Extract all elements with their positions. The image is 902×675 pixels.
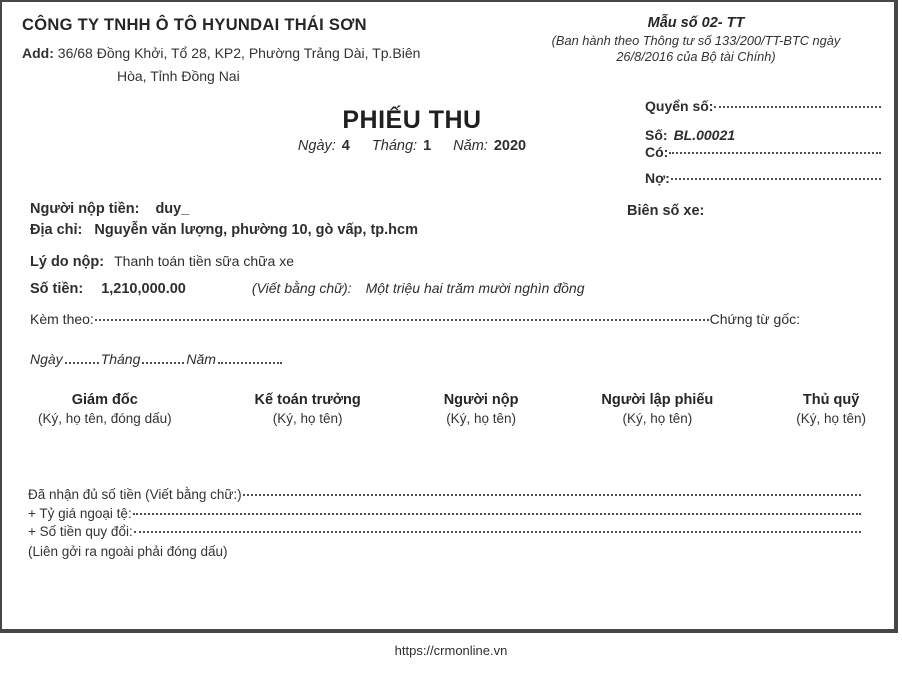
site-url-link[interactable]: https://crmonline.vn: [394, 643, 508, 658]
reason-value: Thanh toán tiền sữa chữa xe: [114, 253, 294, 269]
year-value: 2020: [493, 138, 527, 154]
company-address-line2: Hòa, Tỉnh Đồng Nai: [117, 68, 240, 84]
blank-day-word: Ngày: [30, 350, 63, 367]
address-label: Add:: [22, 45, 54, 61]
signature-note: (Ký, họ tên): [446, 411, 516, 426]
book-number-label: Quyển số:: [645, 98, 714, 114]
signature-note: (Ký, họ tên): [796, 411, 866, 426]
credit-row: [645, 144, 882, 160]
carbon-copy-note: (Liên gởi ra ngoài phải đóng dấu): [28, 543, 228, 559]
received-amount-label: Đã nhận đủ số tiền (Viết bằng chữ:): [28, 487, 242, 502]
attachment-label: Kèm theo:: [30, 311, 94, 327]
exchange-rate-label: + Tỷ giá ngoại tệ:: [28, 505, 132, 521]
debit-label: Nợ:: [645, 170, 670, 186]
exchange-rate-row: [28, 505, 862, 524]
blank-month-line: [142, 350, 184, 364]
company-address-line1: [22, 45, 492, 61]
form-issuance-line1: (Ban hành theo Thông tư số 133/200/TT-BTC ngày: [551, 33, 841, 48]
signature-title: Người nộp: [443, 392, 519, 408]
payer-row: [30, 201, 189, 217]
month-value: 1: [423, 138, 432, 154]
signature-title: Người lập phiếu: [601, 392, 714, 408]
original-document-label: Chứng từ gốc:: [709, 311, 800, 327]
ledger-column: [645, 98, 882, 186]
credit-label: Có:: [645, 144, 669, 160]
payer-label: Người nộp tiền:: [30, 201, 140, 217]
signature-chief-accountant: [255, 392, 361, 426]
amount-row: [30, 280, 585, 297]
amount-label: Số tiền:: [30, 281, 84, 297]
company-header: [22, 16, 492, 84]
signature-title: Giám đốc: [71, 392, 138, 408]
year-label: Năm:: [453, 138, 488, 154]
attachment-row: [30, 311, 800, 327]
day-value: 4: [341, 138, 350, 154]
converted-amount-label: + Số tiền quy đổi:: [28, 524, 133, 539]
signature-title: Thủ quỹ: [802, 392, 860, 408]
reason-label: Lý do nộp:: [30, 254, 105, 270]
receipt-number-row: [645, 127, 882, 143]
amount-value: 1,210,000.00: [101, 281, 186, 297]
payer-value: duy_: [155, 201, 190, 217]
address-row: [30, 222, 418, 238]
amount-in-words-label: (Viết bằng chữ):: [251, 280, 352, 296]
blank-day-line: [65, 350, 99, 364]
vehicle-plate-label: Biên số xe:: [627, 203, 705, 219]
signature-note: (Ký, họ tên, đóng dấu): [38, 411, 172, 426]
amount-in-words-value: Một triệu hai trăm mười nghìn đồng: [365, 280, 585, 296]
received-block: [28, 486, 862, 561]
address-field-value: Nguyễn văn lượng, phường 10, gò vấp, tp.hcm: [94, 222, 418, 238]
reason-row: [30, 253, 294, 270]
book-number-row: [645, 98, 882, 114]
blank-year-line: [218, 350, 282, 364]
date-line: [240, 138, 584, 154]
blank-month-word: Tháng: [100, 350, 141, 367]
signature-row: [38, 392, 866, 426]
signature-cashier: [796, 392, 866, 426]
signature-preparer: [601, 392, 713, 426]
receipt-number-label: Số:: [645, 127, 668, 143]
received-amount-row: [28, 486, 862, 505]
converted-amount-row: [28, 523, 862, 542]
signature-note: (Ký, họ tên): [622, 411, 693, 426]
signature-note: (Ký, họ tên): [272, 411, 343, 426]
blank-date-line: [30, 350, 284, 367]
title-block: [240, 106, 584, 154]
debit-row: [645, 170, 882, 186]
blank-year-word: Năm: [186, 350, 216, 367]
address-field-label: Địa chỉ:: [30, 222, 83, 238]
signature-payer: [444, 392, 519, 426]
address-value-line1: 36/68 Đồng Khởi, Tổ 28, KP2, Phường Trảng Dài, Tp.Biên: [57, 45, 421, 61]
signature-director: [38, 392, 172, 426]
form-issuance-line2: 26/8/2016 của Bộ tài Chính): [616, 49, 776, 65]
month-label: Tháng:: [371, 138, 418, 154]
receipt-number-value: BL.00021: [673, 127, 736, 143]
company-name: CÔNG TY TNHH Ô TÔ HYUNDAI THÁI SƠN: [22, 16, 367, 34]
form-number: Mẫu số 02- TT: [647, 15, 745, 31]
form-note: [500, 15, 892, 66]
day-label: Ngày:: [297, 138, 336, 154]
page-footer: [0, 643, 902, 658]
form-title: PHIẾU THU: [342, 106, 482, 134]
signature-title: Kế toán trưởng: [254, 392, 361, 408]
form-issuance-note: [500, 33, 892, 66]
